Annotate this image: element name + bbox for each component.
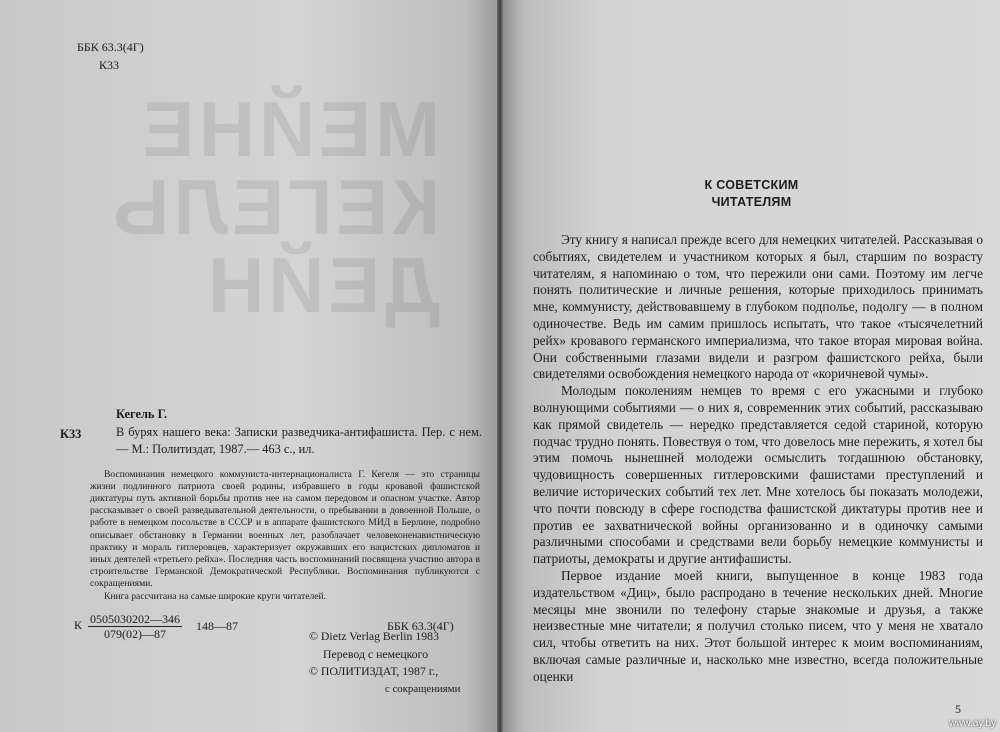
copyright-block (309, 628, 460, 698)
bbk-top-text: ББК 63.3(4Г) (77, 40, 144, 54)
right-page (503, 0, 1000, 732)
author-name: Кегель Г. (116, 407, 168, 421)
bbk-code-top (77, 40, 144, 73)
chapter-heading (503, 177, 1000, 211)
annotation (72, 469, 482, 603)
k-code-top: К33 (99, 58, 120, 72)
k-code-side: К33 (60, 427, 82, 441)
page-number: 5 (955, 702, 961, 716)
show-through-print: МЕЙНЕ КЕГЕЛЬ ДЕЙН (109, 85, 440, 329)
index-k: К (74, 618, 83, 632)
catalog-card (60, 406, 482, 603)
annotation-paragraph: Книга рассчитана на самые широкие круги читателей. (104, 590, 327, 602)
heading-line: К СОВЕТСКИМ (704, 178, 799, 192)
copyright-line: с сокращениями (385, 682, 461, 695)
copyright-line: Перевод с немецкого (323, 646, 429, 661)
index-numerator: 0505030202—346 (90, 612, 180, 626)
book-title-entry: В бурях нашего века: Записки разведчика-антифашиста. Пер. с нем.— М.: Политиздат, 1987.— 463 с., ил. (116, 424, 482, 456)
index-denominator: 079(02)—87 (104, 627, 166, 641)
copyright-line: © Dietz Verlag Berlin 1983 (309, 629, 439, 643)
paragraph: Эту книгу я написал прежде всего для немецких читателей. Рассказывая о событиях, свидетелем и участником которых я был, старшим по возрасту читателям, я напоминаю о том, что пережили они сами. Поэтому им легче понять политические и личные решения, которые приходилось принимать мне, коммунисту, действовавшему в глубоком подполье, подолгу — в полном одиночестве. Ведь им самим пришлось испытать, что такое «тысячелетний рейх» кровавого германского империализма, что такое вторая мировая война. Они собственными глазами видели и разгром фашистского рейха, были свидетелями освобождения немецкого народа от «коричневой чумы». (533, 232, 983, 382)
paragraph: Первое издание моей книги, выпущенное в конце 1983 года издательством «Диц», было распродано в течение нескольких дней. Многие месяцы мне звонили по телефону старые знакомые и друзья, а также неизвестные мне читатели; я получил столько писем, что у меня не хватало сил, чтобы ответить на них. Этот большой интерес к моим воспоминаниям, включая самые различные и, насколько мне известно, всегда положительные оценки (533, 567, 983, 684)
left-page (0, 0, 497, 732)
site-watermark: www.ay.by (948, 718, 996, 729)
index-number: 148—87 (196, 619, 238, 633)
body-text (533, 232, 983, 686)
annotation-paragraph: Воспоминания немецкого коммуниста-интернационалиста Г. Кегеля — это страницы жизни подлинного патриота своей родины, избравшего в годы кровавой фашистской диктатуры путь активной борьбы против нее на самом передовом и опасном участке. Автор рассказывает о своей разведывательной деятельности, о пребывании в довоенной Польше, о работе в немецком посольстве в СССР и в аппарате фашистского МИД в Берлине, подробно описывает обстановку в Германии военных лет, разоблачает человеконенавистническую практику и мораль гитлеровцев, характеризует окружавших его нацистских дипломатов и иных деятелей «третьего рейха». Последняя часть воспоминаний посвящена участию автора в строительстве Германской Демократической Республики. Воспоминания публикуются с сокращениями. (90, 468, 480, 590)
bbk-code-bottom: ББК 63.3(4Г) (387, 619, 454, 633)
heading-line: ЧИТАТЕЛЯМ (711, 195, 792, 209)
copyright-line: © ПОЛИТИЗДАТ, 1987 г., (309, 664, 439, 679)
index-fraction (88, 612, 182, 641)
paragraph: Молодым поколениям немцев то время с его ужасными и глубоко волнующими событиями — о них я, современник этих событий, рассказываю как прямой свидетель — нередко представляется седой стариной, которую подчас трудно понять. Повествуя о том, что довелось мне пережить, я хотел бы этим помочь нынешней молодежи осмыслить тогдашнюю обстановку, чудовищность совершенных гитлеровскими фашистами преступлений и величие исторических событий тех лет. Мне хотелось бы показать молодежи, что почти повсюду в сфере господства фашистской диктатуры против нее и против ее захватнической войны организованно и в одиночку самыми различными способами и средствами вели борьбу немецкие коммунисты и патриоты, демократы и другие антифашисты. (533, 383, 983, 567)
